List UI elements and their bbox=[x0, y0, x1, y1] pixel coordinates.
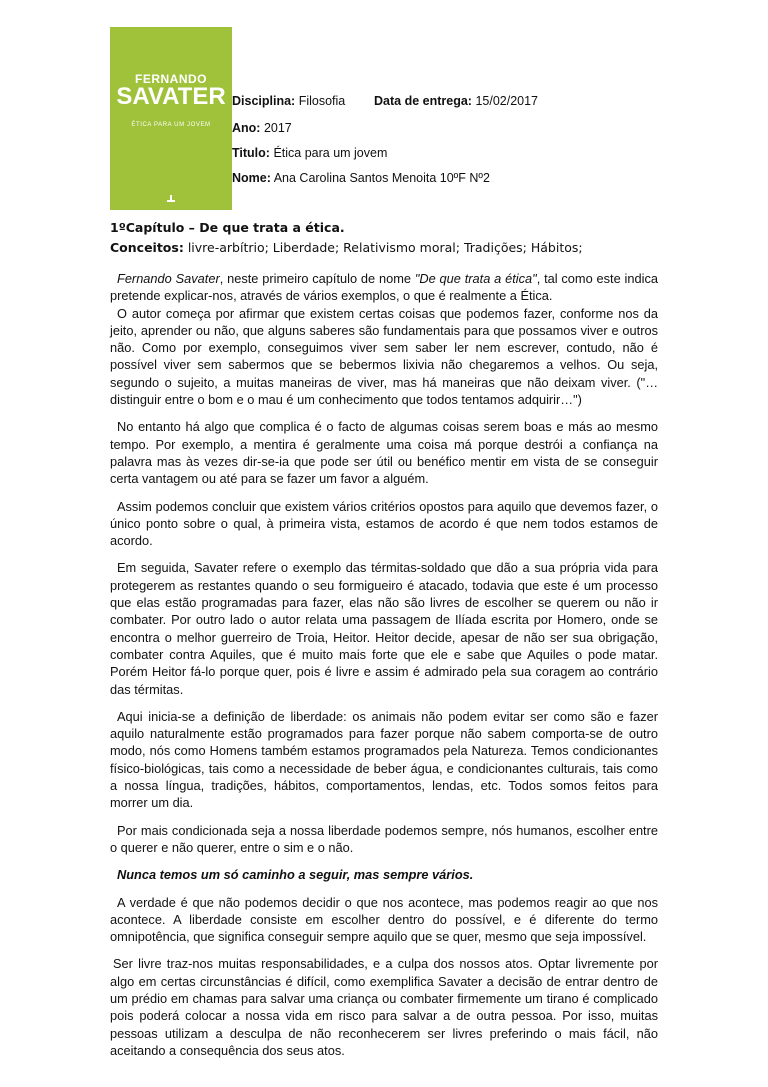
concepts-line bbox=[110, 240, 583, 255]
disciplina-label: Disciplina: bbox=[232, 94, 296, 108]
paragraph-1 bbox=[110, 270, 658, 305]
ano-value: 2017 bbox=[263, 121, 292, 135]
concepts-value: livre-arbítrio; Liberdade; Relativismo moral; Tradições; Hábitos; bbox=[187, 240, 583, 255]
paragraph-10: Ser livre traz-nos muitas responsabilidades, e a culpa dos nossos atos. Optar livremente por algo em certas circunstâncias é difícil, como exemplifica Savater a decisão de entrar dentro de um prédio em chamas para salvar uma criança ou combater firmemente um tirano é complicado pois poderá colocar a nossa vida em risco para salvar a de outra pessoa. Por isso, muitas pessoas utilizam a desculpa de não reconhecerem ser livres preferindo o mais fácil, não aceitando a consequência dos seus atos. bbox=[110, 956, 658, 1058]
titulo-label: Titulo: bbox=[232, 146, 270, 160]
nome-value: Ana Carolina Santos Menoita 10ºF Nº2 bbox=[273, 171, 490, 185]
data-entrega-value: 15/02/2017 bbox=[475, 94, 538, 108]
author-name: Fernando Savater bbox=[117, 271, 220, 286]
ano-field bbox=[232, 121, 292, 135]
paragraph-6: Aqui inicia-se a definição de liberdade: os animais não podem evitar ser como são e fazer aquilo naturalmente estão programados para fazer porque não sabem comporta-se de outro modo, nós como Homens também estamos programados pela Natureza. Temos condicionantes físico-biológicas, tais como a necessidade de beber água, e condicionantes culturais, tais como a nossa língua, tradições, hábitos, comportamentos, lendas, etc. Todos somos feitos para morrer um dia. bbox=[110, 708, 658, 811]
chapter-title: 1ºCapítulo – De que trata a ética. bbox=[110, 220, 345, 235]
titulo-value: Ética para um jovem bbox=[273, 146, 388, 160]
paragraph-4: Assim podemos concluir que existem vários critérios opostos para aquilo que devemos fazer, o único ponto sobre o qual, à primeira vista, estamos de acordo é que nem todos estamos de acordo. bbox=[110, 498, 658, 549]
nome-field bbox=[232, 171, 490, 185]
paragraph-7: Por mais condicionada seja a nossa liberdade podemos sempre, nós humanos, escolher entre o querer e não querer, entre o sim e o não. bbox=[110, 822, 658, 855]
data-entrega-field bbox=[374, 94, 538, 108]
titulo-field bbox=[232, 146, 387, 160]
paragraph-2: O autor começa por afirmar que existem certas coisas que podemos fazer, conforme nos da jeito, aprender ou não, que alguns saberes são fundamentais para que possamos viver e outros não. Como por exemplo, conseguimos viver sem saber ler nem escrever, contudo, não é possível viver sem sabermos que se bebermos lixivia não chegaremos a velhos. Ou seja, segundo o sujeito, a muitas maneiras de viver, mas há maneiras que não deixam viver. ("…distinguir entre o bom e o mau é um conhecimento que todos tentamos adquirir…") bbox=[110, 305, 658, 408]
data-entrega-label: Data de entrega: bbox=[374, 94, 472, 108]
paragraph-8-highlight: Nunca temos um só caminho a seguir, mas sempre vários. bbox=[117, 867, 474, 883]
paragraph-1-part-b: , tal como este indica pretende explicar-nos, através de vários exemplos, o que é realmente a Ética. bbox=[110, 271, 658, 304]
disciplina-field bbox=[232, 94, 345, 108]
cover-subtitle: ÉTICA PARA UM JOVEM bbox=[131, 122, 211, 128]
ano-label: Ano: bbox=[232, 121, 261, 135]
paragraph-9: A verdade é que não podemos decidir o que nos acontece, mas podemos reagir ao que nos acontece. A liberdade consiste em escolher dentro do possível, e é diferente do termo omnipotência, que significa conseguir sempre aquilo que se quer, mesmo que seja impossível. bbox=[110, 894, 658, 945]
paragraph-1-part-a: , neste primeiro capítulo de nome bbox=[219, 271, 415, 286]
publisher-logo-icon bbox=[166, 195, 176, 203]
cover-author-last: SAVATER bbox=[116, 83, 226, 110]
chapter-title-quote: "De que trata a ética" bbox=[414, 271, 537, 286]
paragraph-5: Em seguida, Savater refere o exemplo das térmitas-soldado que dão a sua própria vida para protegerem as restantes quando o seu formigueiro é atacado, todavia que este é um processo que elas estão programadas para fazer, elas não são livres de escolher se querem ou não ir combater. Por outro lado o autor relata uma passagem de Ilíada escrita por Homero, onde se encontra o melhor guerreiro de Troia, Heitor. Heitor decide, apesar de não ser sua obrigação, combater contra Aquiles, que é muito mais forte que ele e sabe que Aquiles o pode matar. Porém Heitor fá-lo porque quer, pois é livre e assim é admirado pela sua coragem ao contrário das térmitas. bbox=[110, 560, 658, 697]
concepts-label: Conceitos: bbox=[110, 240, 184, 255]
document-body bbox=[110, 270, 658, 1069]
book-cover-image bbox=[110, 27, 232, 210]
paragraph-3: No entanto há algo que complica é o facto de algumas coisas serem boas e más ao mesmo tempo. Por exemplo, a mentira é geralmente uma coisa má porque destrói a confiança na palavra mas às vezes dir-se-ia que pode ser útil ou benéfico mentir em vista de se conseguir certa vantagem ou até para se fazer um favor a alguém. bbox=[110, 419, 658, 487]
disciplina-value: Filosofia bbox=[298, 94, 346, 108]
nome-label: Nome: bbox=[232, 171, 271, 185]
cover-author-first: FERNANDO bbox=[135, 72, 207, 86]
